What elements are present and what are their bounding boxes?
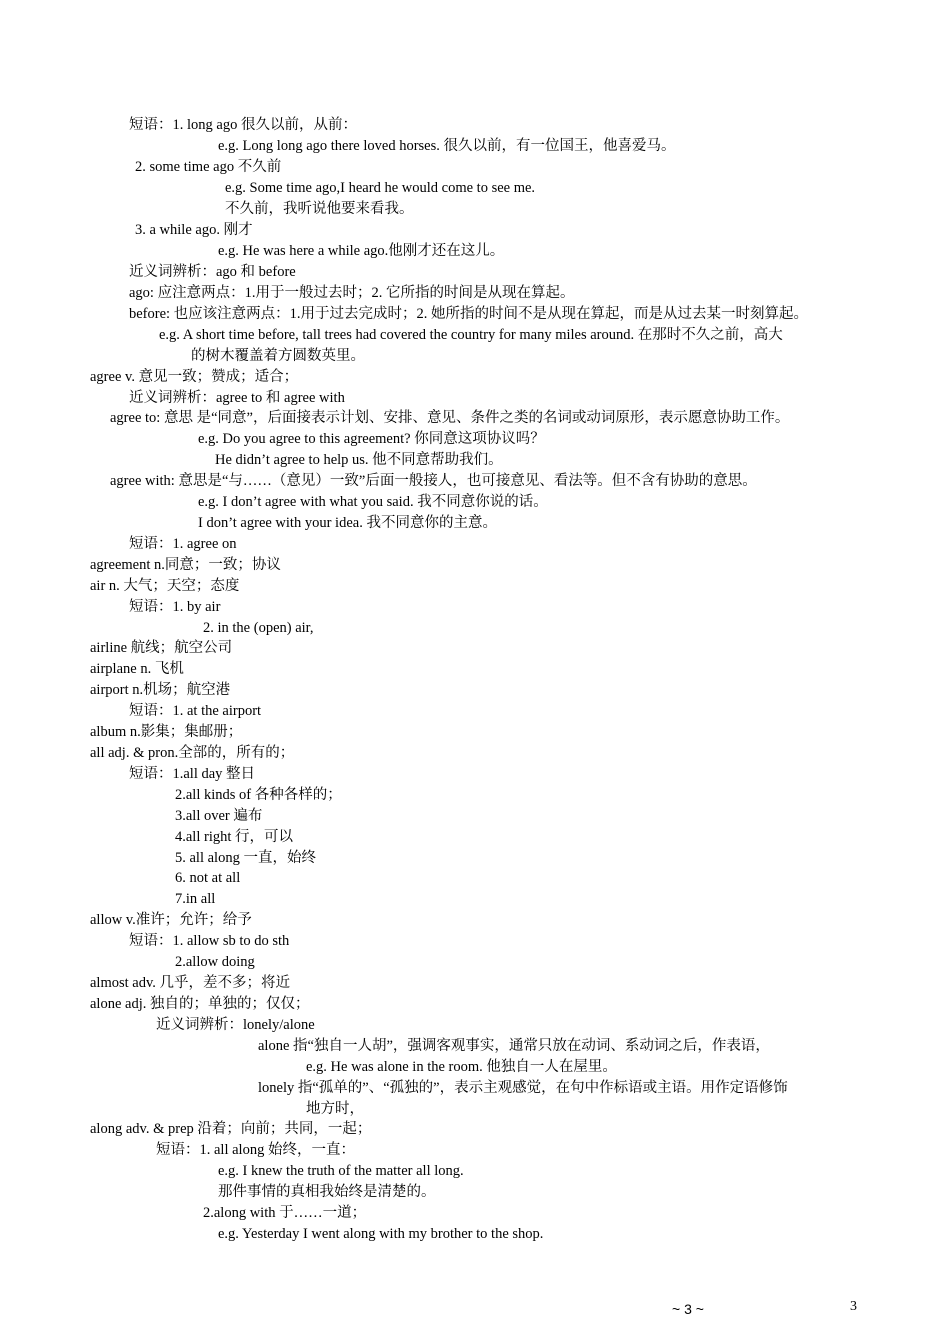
entry-alone: alone adj. 独自的；单独的；仅仅； xyxy=(90,996,310,1012)
example-sentence: e.g. Some time ago,I heard he would come to see me. xyxy=(225,180,536,196)
phrase-heading: 短语：1. by air xyxy=(129,599,221,615)
entry-airplane: airplane n. 飞机 xyxy=(90,661,184,677)
phrase-item: 2.all kinds of 各种各样的； xyxy=(175,787,342,803)
synonym-heading: 近义词辨析：agree to 和 agree with xyxy=(129,390,345,406)
example-sentence: e.g. Yesterday I went along with my brother to the shop. xyxy=(218,1226,544,1242)
example-sentence: I don’t agree with your idea. 我不同意你的主意。 xyxy=(198,515,497,531)
phrase-heading: 短语：1.all day 整日 xyxy=(129,766,256,782)
phrase-item: 2. some time ago 不久前 xyxy=(135,159,282,175)
phrase-heading: 短语：1. all along 始终，一直： xyxy=(156,1142,355,1158)
example-sentence: e.g. Long long ago there loved horses. 很久以前，有一位国王，他喜爱马。 xyxy=(218,138,676,154)
phrase-item: 7.in all xyxy=(175,891,216,907)
usage-note: lonely 指“孤单的”、“孤独的”，表示主观感觉，在句中作标语或主语。用作定语修饰 xyxy=(258,1080,788,1096)
phrase-item: 2. in the (open) air, xyxy=(203,620,314,636)
phrase-item: 6. not at all xyxy=(175,870,241,886)
usage-note-continued: 地方时， xyxy=(306,1101,364,1117)
page-footer-label: ~ 3 ~ xyxy=(672,1301,704,1317)
phrase-item: 2.along with 于……一道； xyxy=(203,1205,367,1221)
entry-album: album n.影集；集邮册； xyxy=(90,724,243,740)
example-sentence: e.g. He was here a while ago.他刚才还在这儿。 xyxy=(218,243,505,259)
entry-almost: almost adv. 几乎，差不多；将近 xyxy=(90,975,291,991)
phrase-item: 3. a while ago. 刚才 xyxy=(135,222,253,238)
phrase-heading: 短语：1. long ago 很久以前，从前： xyxy=(129,117,357,133)
entry-airline: airline 航线；航空公司 xyxy=(90,640,233,656)
entry-agreement: agreement n.同意；一致；协议 xyxy=(90,557,281,573)
example-sentence: He didn’t agree to help us. 他不同意帮助我们。 xyxy=(215,452,503,468)
phrase-heading: 短语：1. agree on xyxy=(129,536,237,552)
entry-all: all adj. & pron.全部的，所有的； xyxy=(90,745,295,761)
entry-airport: airport n.机场；航空港 xyxy=(90,682,231,698)
usage-note: ago: 应注意两点：1.用于一般过去时；2. 它所指的时间是从现在算起。 xyxy=(129,285,575,301)
phrase-item: 5. all along 一直，始终 xyxy=(175,850,316,866)
usage-note: agree with: 意思是“与……（意见）一致”后面一般接人，也可接意见、看法等。但不含有协助的意思。 xyxy=(110,473,757,489)
example-translation: 的树木覆盖着方圆数英里。 xyxy=(191,348,365,364)
entry-air: air n. 大气；天空；态度 xyxy=(90,578,240,594)
synonym-heading: 近义词辨析：ago 和 before xyxy=(129,264,296,280)
phrase-heading: 短语：1. at the airport xyxy=(129,703,262,719)
usage-note: before: 也应该注意两点：1.用于过去完成时；2. 她所指的时间不是从现在算起，而是从过去某一时刻算起。 xyxy=(129,306,809,322)
example-translation: 那件事情的真相我始终是清楚的。 xyxy=(218,1184,436,1200)
phrase-item: 4.all right 行，可以 xyxy=(175,829,294,845)
example-translation: 不久前，我听说他要来看我。 xyxy=(225,201,414,217)
example-sentence: e.g. I knew the truth of the matter all long. xyxy=(218,1163,464,1179)
page-number: 3 xyxy=(850,1299,857,1314)
usage-note: alone 指“独自一人胡”，强调客观事实，通常只放在动词、系动词之后，作表语， xyxy=(258,1038,770,1054)
example-sentence: e.g. Do you agree to this agreement? 你同意这项协议吗？ xyxy=(198,431,545,447)
example-sentence: e.g. A short time before, tall trees had covered the country for many miles around. 在那时不久之前，高大 xyxy=(159,327,783,343)
phrase-item: 2.allow doing xyxy=(175,954,255,970)
entry-agree: agree v. 意见一致；赞成；适合； xyxy=(90,369,299,385)
usage-note: agree to: 意思 是“同意”，后面接表示计划、安排、意见、条件之类的名词或动词原形，表示愿意协助工作。 xyxy=(110,410,790,426)
entry-along: along adv. & prep 沿着；向前；共同，一起； xyxy=(90,1121,372,1137)
phrase-item: 3.all over 遍布 xyxy=(175,808,263,824)
phrase-heading: 短语：1. allow sb to do sth xyxy=(129,933,290,949)
example-sentence: e.g. He was alone in the room. 他独自一人在屋里。 xyxy=(306,1059,617,1075)
synonym-heading: 近义词辨析：lonely/alone xyxy=(156,1017,315,1033)
entry-allow: allow v.准许；允许；给予 xyxy=(90,912,252,928)
example-sentence: e.g. I don’t agree with what you said. 我不同意你说的话。 xyxy=(198,494,548,510)
